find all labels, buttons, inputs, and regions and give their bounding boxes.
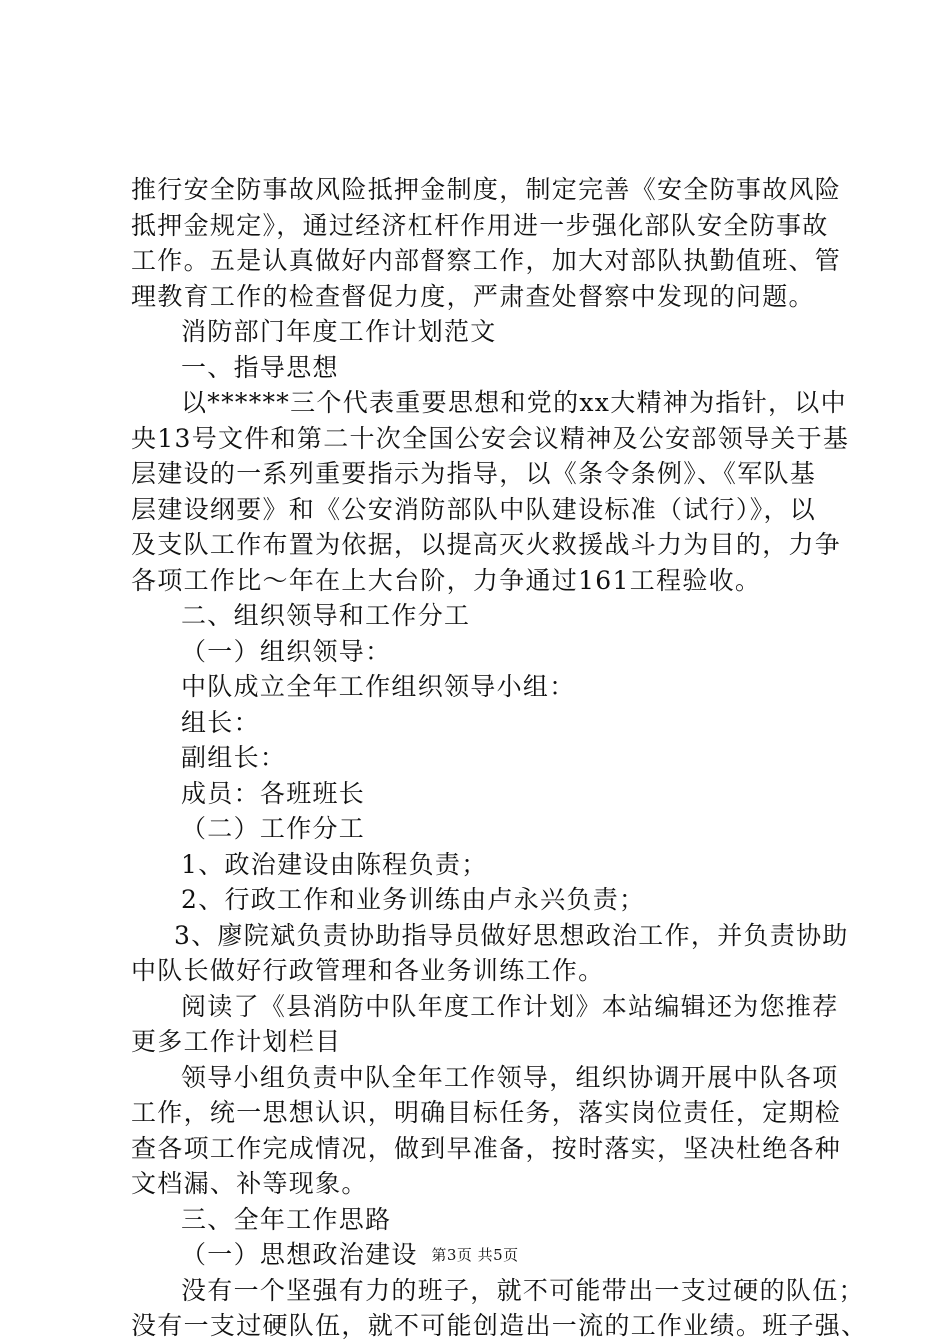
text-line: 成员：各班班长 — [181, 778, 366, 808]
text-line: 2、行政工作和业务训练由卢永兴负责； — [181, 885, 646, 914]
text-line: 更多工作计划栏目 — [131, 1027, 342, 1056]
text-line: （一）组织领导： — [181, 636, 392, 666]
text-line: 文档漏、补等现象。 — [131, 1169, 368, 1198]
document-body — [131, 172, 868, 1344]
text-line: （二）工作分工 — [181, 814, 366, 843]
text-line: 查各项工作完成情况，做到早准备，按时落实，坚决杜绝各种 — [131, 1133, 842, 1163]
text-line: 阅读了《县消防中队年度工作计划》本站编辑还为您推荐 — [181, 991, 839, 1021]
text-line: 工作。五是认真做好内部督察工作，加大对部队执勤值班、管 — [131, 246, 842, 275]
page-footer: 第3页 共5页 — [431, 1246, 519, 1264]
text-line: 各项工作比～年在上大台阶，力争通过161工程验收。 — [131, 565, 762, 595]
text-line: 领导小组负责中队全年工作领导，组织协调开展中队各项 — [181, 1062, 839, 1092]
text-line: 3、廖院斌负责协助指导员做好思想政治工作，并负责协助 — [174, 920, 849, 950]
text-line: 没有一个坚强有力的班子，就不可能带出一支过硬的队伍； — [181, 1275, 865, 1305]
text-line: 中队长做好行政管理和各业务训练工作。 — [131, 956, 605, 985]
text-line: 抵押金规定》，通过经济杠杆作用进一步强化部队安全防事故 — [131, 210, 829, 240]
text-line: 三、全年工作思路 — [181, 1204, 392, 1234]
text-line: 央13号文件和第二十次全国公安会议精神及公安部领导关于基 — [131, 423, 850, 453]
text-line: （一）思想政治建设 — [181, 1240, 418, 1269]
text-line: 没有一支过硬队伍，就不可能创造出一流的工作业绩。班子强、 — [131, 1311, 868, 1340]
text-line: 1、政治建设由陈程负责； — [181, 849, 488, 879]
text-line: 消防部门年度工作计划范文 — [181, 317, 497, 346]
text-line: 以******三个代表重要思想和党的xx大精神为指针，以中 — [181, 388, 847, 417]
text-line: 推行安全防事故风险抵押金制度，制定完善《安全防事故风险 — [131, 175, 842, 204]
text-line: 层建设纲要》和《公安消防部队中队建设标准（试行）》，以 — [131, 494, 817, 524]
text-line: 工作，统一思想认识，明确目标任务，落实岗位责任，定期检 — [131, 1098, 842, 1127]
text-line: 及支队工作布置为依据，以提高灭火救援战斗力为目的，力争 — [131, 530, 842, 559]
text-line: 组长： — [181, 707, 260, 737]
text-line: 一、指导思想 — [181, 352, 339, 382]
text-line: 层建设的一系列重要指示为指导，以《条令条例》、《军队基 — [131, 459, 817, 488]
text-line: 二、组织领导和工作分工 — [181, 601, 471, 630]
text-line: 理教育工作的检查督促力度，严肃查处督察中发现的问题。 — [131, 281, 815, 311]
text-line: 中队成立全年工作组织领导小组： — [181, 672, 576, 701]
text-line: 副组长： — [181, 743, 287, 772]
